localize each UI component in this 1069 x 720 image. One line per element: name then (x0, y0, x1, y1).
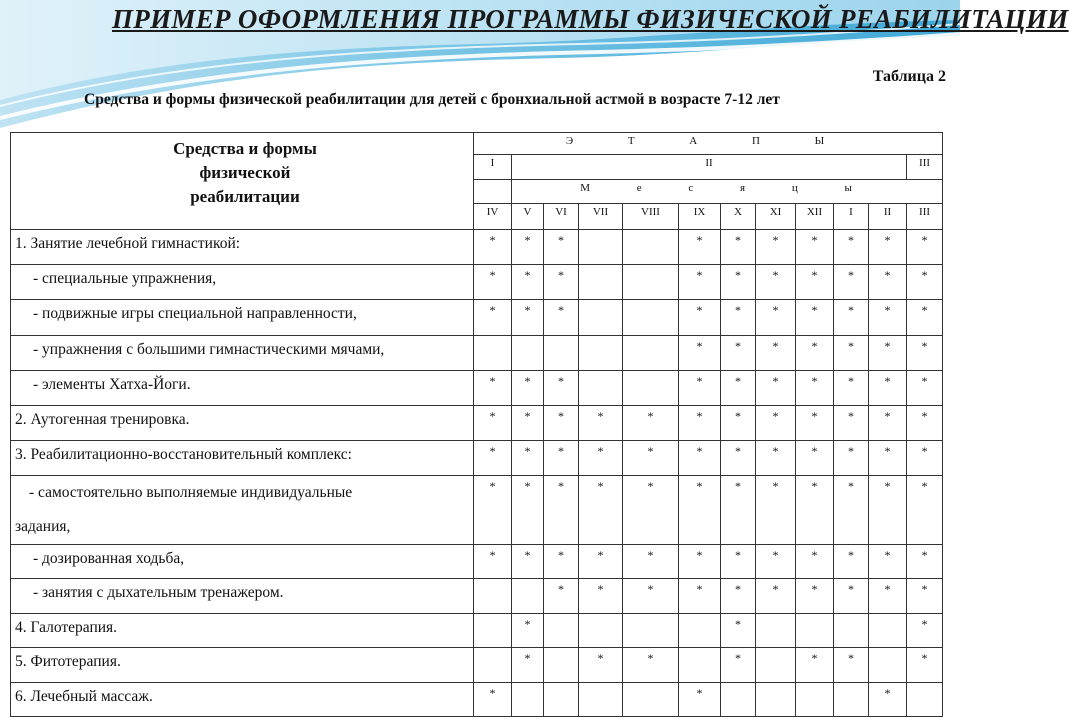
schedule-mark: * (474, 230, 512, 265)
schedule-mark: * (834, 406, 869, 441)
schedule-mark (579, 371, 623, 406)
schedule-mark: * (907, 545, 943, 579)
schedule-mark (623, 371, 679, 406)
schedule-mark: * (721, 230, 756, 265)
schedule-mark: * (623, 545, 679, 579)
schedule-mark: * (869, 441, 907, 476)
schedule-mark (544, 648, 579, 683)
schedule-mark: * (679, 545, 721, 579)
schedule-mark: * (796, 579, 834, 614)
schedule-mark: * (474, 371, 512, 406)
table-row (11, 230, 943, 265)
schedule-mark (512, 336, 544, 371)
table-number: Таблица 2 (872, 68, 946, 85)
schedule-mark: * (544, 230, 579, 265)
schedule-mark: * (512, 371, 544, 406)
row-label: - занятия с дыхательным тренажером. (11, 579, 474, 614)
table-caption: Средства и формы физической реабилитации для детей с бронхиальной астмой в возрасте 7-12 лет (84, 91, 780, 108)
schedule-mark: * (721, 300, 756, 336)
month-col-header: VI (544, 204, 579, 230)
month-col-header: XI (756, 204, 796, 230)
schedule-mark: * (869, 406, 907, 441)
header-stage-1: I (474, 155, 512, 180)
schedule-mark: * (907, 230, 943, 265)
table-row (11, 683, 943, 717)
schedule-mark: * (756, 230, 796, 265)
schedule-mark: * (544, 441, 579, 476)
row-label: - упражнения с большими гимнастическими мячами, (11, 336, 474, 371)
schedule-mark (834, 614, 869, 648)
schedule-mark (623, 336, 679, 371)
schedule-mark: * (474, 545, 512, 579)
schedule-mark (544, 336, 579, 371)
month-col-header: X (721, 204, 756, 230)
schedule-mark (579, 230, 623, 265)
month-col-header: IV (474, 204, 512, 230)
schedule-mark (796, 683, 834, 717)
schedule-mark: * (512, 614, 544, 648)
schedule-mark: * (869, 476, 907, 545)
schedule-mark (579, 300, 623, 336)
schedule-mark: * (721, 265, 756, 300)
table-row (11, 441, 943, 476)
schedule-mark (869, 614, 907, 648)
schedule-mark: * (907, 476, 943, 545)
schedule-mark: * (907, 336, 943, 371)
schedule-mark: * (796, 300, 834, 336)
schedule-mark: * (721, 545, 756, 579)
schedule-mark: * (721, 648, 756, 683)
schedule-mark: * (834, 545, 869, 579)
month-col-header: II (869, 204, 907, 230)
schedule-mark: * (796, 265, 834, 300)
schedule-mark: * (623, 648, 679, 683)
schedule-mark: * (756, 300, 796, 336)
table-row (11, 406, 943, 441)
schedule-mark: * (721, 579, 756, 614)
schedule-mark: * (756, 406, 796, 441)
schedule-mark: * (721, 476, 756, 545)
row-label: - дозированная ходьба, (11, 545, 474, 579)
table-row (11, 371, 943, 406)
schedule-mark: * (756, 265, 796, 300)
table-row (11, 336, 943, 371)
month-col-header: VIII (623, 204, 679, 230)
schedule-mark: * (474, 476, 512, 545)
schedule-mark: * (579, 406, 623, 441)
schedule-mark: * (756, 476, 796, 545)
schedule-mark: * (834, 371, 869, 406)
table-row (11, 648, 943, 683)
schedule-mark: * (679, 579, 721, 614)
header-means-and-forms: Средства и формы физической реабилитации (11, 133, 474, 230)
schedule-mark: * (623, 579, 679, 614)
schedule-mark (474, 579, 512, 614)
table-row (11, 476, 943, 545)
schedule-mark (512, 579, 544, 614)
schedule-mark: * (869, 545, 907, 579)
slide-title: ПРИМЕР ОФОРМЛЕНИЯ ПРОГРАММЫ ФИЗИЧЕСКОЙ РЕАБИЛИТАЦИИ (112, 4, 1069, 34)
schedule-mark (623, 265, 679, 300)
schedule-mark (796, 614, 834, 648)
row-label: - самостоятельно выполняемые индивидуальные задания, (11, 476, 474, 545)
schedule-mark: * (679, 230, 721, 265)
schedule-mark: * (796, 648, 834, 683)
schedule-mark: * (834, 476, 869, 545)
schedule-mark: * (474, 683, 512, 717)
schedule-mark (512, 683, 544, 717)
schedule-mark: * (623, 406, 679, 441)
schedule-mark: * (796, 545, 834, 579)
schedule-mark: * (834, 648, 869, 683)
schedule-mark: * (474, 265, 512, 300)
schedule-mark (679, 648, 721, 683)
header-months: М е с я ц ы (512, 180, 943, 204)
schedule-mark (579, 614, 623, 648)
schedule-mark: * (907, 648, 943, 683)
schedule-mark: * (907, 614, 943, 648)
schedule-mark: * (869, 265, 907, 300)
schedule-mark: * (907, 371, 943, 406)
row-label: 6. Лечебный массаж. (11, 683, 474, 717)
schedule-mark: * (474, 300, 512, 336)
table-row (11, 265, 943, 300)
schedule-mark: * (869, 371, 907, 406)
schedule-mark: * (907, 441, 943, 476)
schedule-mark (623, 614, 679, 648)
schedule-mark: * (544, 545, 579, 579)
schedule-mark: * (544, 371, 579, 406)
table-row (11, 614, 943, 648)
row-label: 4. Галотерапия. (11, 614, 474, 648)
schedule-mark: * (834, 579, 869, 614)
schedule-mark: * (721, 441, 756, 476)
schedule-mark (623, 300, 679, 336)
month-col-header: I (834, 204, 869, 230)
row-label: 3. Реабилитационно-восстановительный комплекс: (11, 441, 474, 476)
schedule-mark (756, 683, 796, 717)
schedule-mark: * (796, 371, 834, 406)
schedule-mark: * (869, 683, 907, 717)
schedule-mark: * (756, 545, 796, 579)
schedule-mark: * (544, 300, 579, 336)
schedule-mark: * (623, 441, 679, 476)
schedule-mark: * (679, 300, 721, 336)
schedule-mark: * (679, 683, 721, 717)
schedule-mark (474, 336, 512, 371)
schedule-mark: * (512, 648, 544, 683)
schedule-mark: * (679, 476, 721, 545)
schedule-mark: * (579, 545, 623, 579)
header-stages: Э Т А П Ы (474, 133, 943, 155)
schedule-mark: * (512, 441, 544, 476)
schedule-mark (544, 614, 579, 648)
header-stage-2: II (512, 155, 907, 180)
schedule-mark: * (579, 579, 623, 614)
schedule-mark (869, 648, 907, 683)
header-stage-3: III (907, 155, 943, 180)
schedule-mark: * (721, 371, 756, 406)
schedule-mark: * (721, 614, 756, 648)
schedule-mark: * (679, 265, 721, 300)
schedule-mark: * (544, 476, 579, 545)
schedule-mark: * (907, 265, 943, 300)
schedule-mark (721, 683, 756, 717)
schedule-mark: * (474, 441, 512, 476)
schedule-mark: * (512, 545, 544, 579)
schedule-mark: * (796, 441, 834, 476)
schedule-mark (544, 683, 579, 717)
schedule-mark (623, 230, 679, 265)
schedule-mark: * (756, 579, 796, 614)
row-label: - элементы Хатха-Йоги. (11, 371, 474, 406)
schedule-mark: * (756, 441, 796, 476)
schedule-mark: * (579, 441, 623, 476)
schedule-mark: * (579, 648, 623, 683)
schedule-mark: * (907, 300, 943, 336)
row-label: - специальные упражнения, (11, 265, 474, 300)
schedule-mark (474, 648, 512, 683)
schedule-mark: * (679, 406, 721, 441)
row-label: 1. Занятие лечебной гимнастикой: (11, 230, 474, 265)
schedule-mark (579, 683, 623, 717)
schedule-mark: * (544, 406, 579, 441)
schedule-mark: * (869, 300, 907, 336)
row-label: 5. Фитотерапия. (11, 648, 474, 683)
month-col-header: XII (796, 204, 834, 230)
schedule-mark: * (512, 406, 544, 441)
schedule-mark: * (756, 371, 796, 406)
schedule-mark: * (512, 230, 544, 265)
schedule-mark (834, 683, 869, 717)
row-label: 2. Аутогенная тренировка. (11, 406, 474, 441)
table-row (11, 579, 943, 614)
schedule-mark: * (907, 579, 943, 614)
schedule-mark: * (623, 476, 679, 545)
table-row (11, 300, 943, 336)
schedule-mark (579, 336, 623, 371)
month-col-header: IX (679, 204, 721, 230)
schedule-mark: * (512, 265, 544, 300)
schedule-mark (474, 614, 512, 648)
schedule-mark: * (679, 441, 721, 476)
schedule-mark: * (512, 300, 544, 336)
rehab-program-table (10, 132, 943, 717)
schedule-mark: * (834, 300, 869, 336)
schedule-mark: * (544, 265, 579, 300)
schedule-mark: * (756, 336, 796, 371)
schedule-mark: * (869, 579, 907, 614)
row-label: - подвижные игры специальной направленности, (11, 300, 474, 336)
table-row (11, 545, 943, 579)
schedule-mark: * (869, 230, 907, 265)
schedule-mark (907, 683, 943, 717)
schedule-mark: * (796, 406, 834, 441)
schedule-mark (756, 648, 796, 683)
schedule-mark: * (512, 476, 544, 545)
schedule-mark: * (869, 336, 907, 371)
schedule-mark: * (721, 336, 756, 371)
month-col-header: V (512, 204, 544, 230)
schedule-mark (679, 614, 721, 648)
schedule-mark: * (796, 336, 834, 371)
schedule-mark (623, 683, 679, 717)
schedule-mark: * (834, 230, 869, 265)
schedule-mark: * (679, 336, 721, 371)
schedule-mark: * (834, 336, 869, 371)
month-col-header: III (907, 204, 943, 230)
schedule-mark: * (834, 265, 869, 300)
schedule-mark: * (474, 406, 512, 441)
schedule-mark: * (907, 406, 943, 441)
schedule-mark (579, 265, 623, 300)
schedule-mark: * (679, 371, 721, 406)
schedule-mark: * (579, 476, 623, 545)
month-col-header: VII (579, 204, 623, 230)
schedule-mark (756, 614, 796, 648)
schedule-mark: * (796, 230, 834, 265)
schedule-mark: * (721, 406, 756, 441)
schedule-mark: * (796, 476, 834, 545)
schedule-mark: * (544, 579, 579, 614)
schedule-mark: * (834, 441, 869, 476)
